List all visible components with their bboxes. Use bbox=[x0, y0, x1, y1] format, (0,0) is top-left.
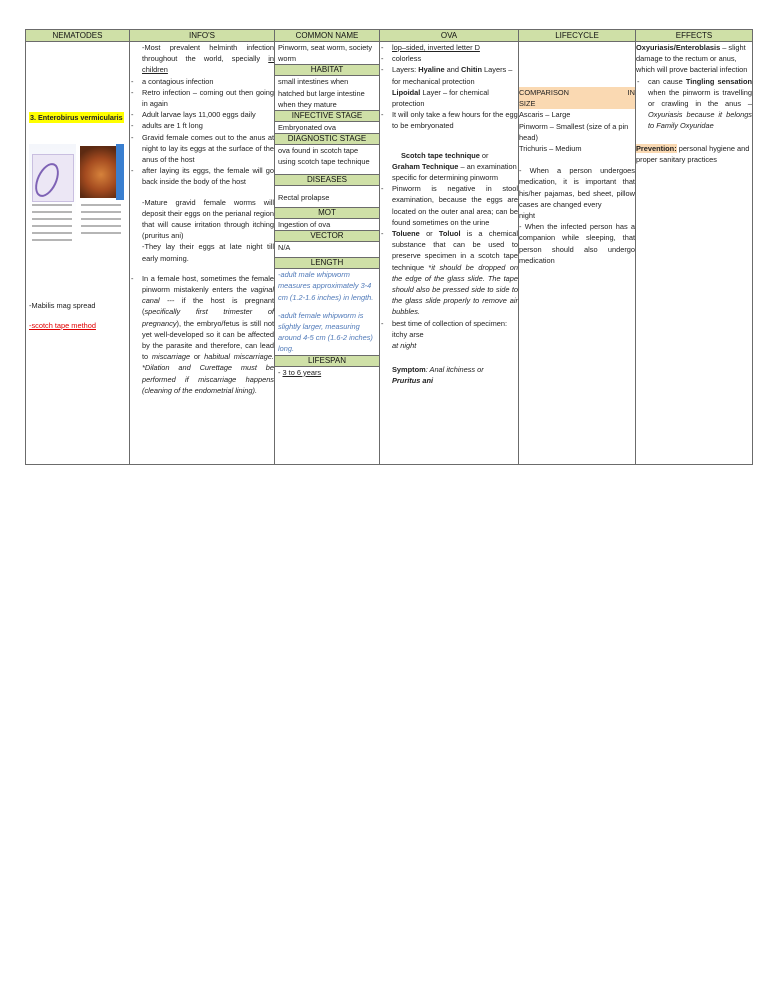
header-row bbox=[26, 30, 753, 42]
infective-stage-text: Embryonated ova bbox=[278, 123, 336, 133]
list-item: - Retro infection – coming out then going in again bbox=[142, 87, 274, 109]
lifecycle-companion-text: - When the infected person has a companion while sleeping, that person should also undergo medication bbox=[519, 222, 635, 265]
perianal-photo-image bbox=[78, 144, 124, 252]
list-item: - In a female host, sometimes the female pinworm mistakenly enters the vaginal canal --- if the host is pregnant (specifically first trimester of pregnancy), the embryo/fetus is still not yet well-developed so it can be affected by the parasite and therefore, can lead to miscarriage or habitual miscarriage. *Dilation and Curettage must be performed if miscarriage happens (cleaning of the endometrial lining). bbox=[142, 273, 274, 396]
length-heading: LENGTH bbox=[275, 257, 379, 269]
pinworm-images bbox=[29, 144, 125, 254]
prevention-text: Prevention: personal hygiene and proper sanitary practices bbox=[636, 143, 750, 164]
infos-bullets bbox=[130, 76, 274, 188]
diseases-heading: DISEASES bbox=[275, 174, 379, 186]
ova-night-text: at night bbox=[392, 341, 417, 351]
length-male-text: -adult male whipworm measures approximately 3-4 cm (1.2-1.6 inches) in length. bbox=[278, 270, 374, 302]
header-common-name: COMMON NAME bbox=[275, 30, 380, 42]
list-item: - Pinworm is negative in stool examination, because the eggs are located on the outer anal area; can be found sometimes on the urine bbox=[392, 183, 518, 228]
infos-mature1: -Mature gravid female worms will deposit their eggs on the perianal region that will cause irritation through itching (pruritus ani) bbox=[142, 197, 274, 241]
effects-bullets bbox=[636, 76, 752, 132]
vector-text: N/A bbox=[278, 243, 291, 253]
list-item: - can cause Tingling sensation when the pinworm is travelling or crawling in the anus – Oxyuriasis because it belongs to Family Oxyuridae bbox=[648, 76, 752, 132]
ova-bullets bbox=[380, 42, 518, 132]
list-item: - Layers: Hyaline and Chitin Layers – for mechanical protection Lipoidal Layer – for chemical protection bbox=[392, 64, 518, 109]
scotch-tape-note: -scotch tape method bbox=[29, 321, 96, 330]
list-item: - Gravid female comes out to the anus at night to lay its eggs at the surface of the anus of the host bbox=[142, 132, 274, 166]
nematode-cell bbox=[26, 42, 130, 465]
lifespan-text: - 3 to 6 years bbox=[278, 367, 322, 377]
size-ascaris: Ascaris – Large bbox=[519, 110, 571, 120]
common-name-text: Pinworm, seat worm, society worm bbox=[278, 43, 373, 64]
habitat-text: small intestines when hatched but large intestine when they mature bbox=[278, 77, 365, 109]
infective-stage-heading: INFECTIVE STAGE bbox=[275, 110, 379, 122]
infos-female-list bbox=[130, 273, 274, 396]
list-item: - lop–sided, inverted letter D bbox=[392, 42, 518, 53]
length-female-text: -adult female whipworm is slightly larger, measuring around 4-5 cm (1.6-2 inches) long. bbox=[278, 310, 373, 354]
ova-exam-bullets bbox=[380, 183, 518, 340]
egg-diagram-image bbox=[29, 144, 76, 252]
lifecycle-cell bbox=[519, 42, 636, 465]
header-effects: EFFECTS bbox=[636, 30, 753, 42]
effects-title: Oxyuriasis/Enteroblasis – slight damage to the rectum or anus, which will prove bacterial infection bbox=[636, 43, 748, 75]
lifecycle-night-text: night bbox=[519, 211, 536, 221]
habitat-heading: HABITAT bbox=[275, 64, 379, 76]
nematode-title: 3. Enterobirus vermicularis bbox=[30, 113, 123, 122]
list-item: - adults are 1 ft long bbox=[142, 120, 274, 131]
diseases-text: Rectal prolapse bbox=[278, 192, 330, 202]
ova-cell bbox=[380, 42, 519, 465]
vector-heading: VECTOR bbox=[275, 230, 379, 242]
size-trichuris: Trichuris – Medium bbox=[519, 144, 582, 154]
scotch-technique-text: Scotch tape technique or Graham Technique – an examination specific for determining pinworm bbox=[392, 150, 517, 183]
list-item: - colorless bbox=[392, 53, 518, 64]
header-nematodes: NEMATODES bbox=[26, 30, 130, 42]
infos-intro: -Most prevalent helminth infection throughout the world, specially in children bbox=[142, 43, 274, 75]
content-row bbox=[26, 42, 753, 465]
nematode-table bbox=[25, 29, 753, 465]
list-item: - Toluene or Toluol is a chemical substance that can be used to preserve specimen in a scotch tape technique *it should be dropped on the edge of the glass slide. The tape should also be pressed side to side to the glass slide properly to remove air bubbles. bbox=[392, 228, 518, 318]
diagnostic-stage-text: ova found in scotch tape using scotch tape technique bbox=[278, 146, 370, 167]
list-item: - after laying its eggs, the female will go back inside the body of the host bbox=[142, 165, 274, 187]
lifecycle-medication-text: - When a person undergoes medication, it is important that his/her pajamas, bed sheet, pillow cases are changed every bbox=[519, 166, 635, 209]
comparison-heading: IN COMPARISON SIZE bbox=[519, 88, 635, 109]
header-infos: INFO'S bbox=[130, 30, 275, 42]
size-pinworm: Pinworm – Smallest (size of a pin head) bbox=[519, 121, 629, 142]
list-item: - It will only take a few hours for the egg to be embryonated bbox=[392, 109, 518, 131]
list-item: - best time of collection of specimen: itchy arse bbox=[392, 318, 518, 340]
list-item: - a contagious infection bbox=[142, 76, 274, 87]
effects-cell bbox=[636, 42, 753, 465]
infos-mature2: -They lay their eggs at late night till early morning. bbox=[142, 242, 274, 263]
mot-text: Ingestion of ova bbox=[278, 219, 331, 229]
lifespan-heading: LIFESPAN bbox=[275, 355, 379, 367]
header-lifecycle: LIFECYCLE bbox=[519, 30, 636, 42]
mot-heading: MOT bbox=[275, 207, 379, 219]
infos-cell bbox=[130, 42, 275, 465]
list-item: - Adult larvae lays 11,000 eggs daily bbox=[142, 109, 274, 120]
header-ova: OVA bbox=[380, 30, 519, 42]
common-name-cell bbox=[275, 42, 380, 465]
mabilis-note: -Mabilis mag spread bbox=[29, 301, 96, 310]
diagnostic-stage-heading: DIAGNOSTIC STAGE bbox=[275, 133, 379, 145]
symptom-text: Symptom: Anal itchiness or Pruritus ani bbox=[392, 365, 484, 386]
